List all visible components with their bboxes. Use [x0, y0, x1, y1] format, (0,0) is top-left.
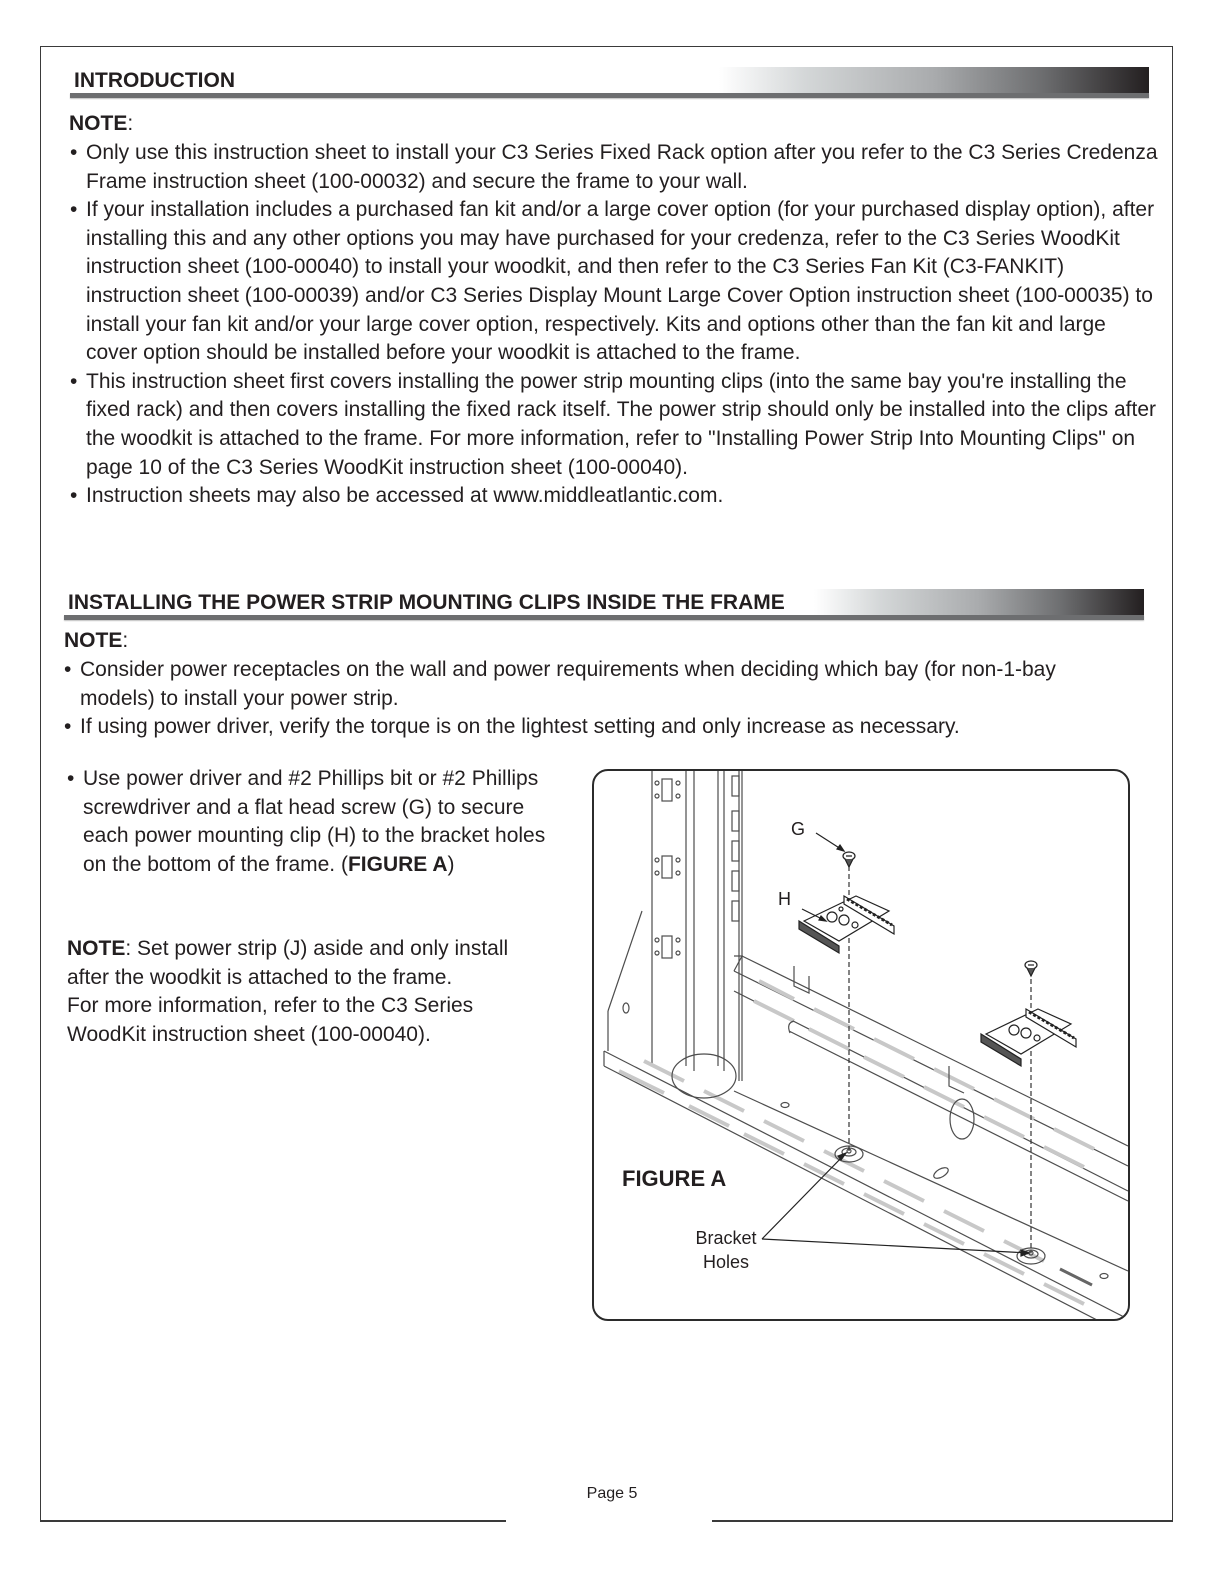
- header-underline: [64, 615, 1144, 620]
- list-item-text: If your installation includes a purchased fan kit and/or a large cover option (for your purchased display option), after installing this and any other options you may have purchased for your credenza, refer to the C3 Series WoodKit instruction sheet (100-00040) to install your woodkit, and then refer to the C3 Series Fan Kit (C3-FANKIT) instruction sheet (100-00039) and/or C3 Series Display Mount Large Cover Option instruction sheet (100-00035) to install your fan kit and/or your large cover option, respectively. Kits and options other than the fan kit and large cover option should be installed before your woodkit is attached to the frame.: [86, 198, 1155, 365]
- list-item-text: Instruction sheets may also be accessed at www.middleatlantic.com.: [86, 484, 724, 508]
- side-note-text: : Set power strip (J) aside and only install after the woodkit is attached to the frame.: [67, 937, 509, 989]
- page-number: Page 5: [586, 1485, 638, 1502]
- list-item: [64, 713, 1094, 742]
- figure-reference: FIGURE A: [347, 852, 448, 876]
- figure-a-illustration: [594, 771, 1128, 1319]
- mounting-clip-h-2: [981, 1009, 1076, 1066]
- clips-note-label: [64, 629, 128, 653]
- mounting-clip-h-1: [799, 896, 894, 953]
- intro-note-label: [69, 112, 133, 136]
- screw-g-2: [1025, 961, 1037, 976]
- bracket-holes-callout: [686, 1226, 766, 1274]
- section-header-installing-clips: [64, 589, 1144, 621]
- side-note-label: NOTE: [67, 937, 126, 960]
- section-title: INTRODUCTION: [74, 69, 235, 92]
- figure-title: FIGURE A: [622, 1166, 727, 1191]
- note-colon: :: [127, 112, 134, 135]
- section-header-introduction: [70, 67, 1149, 99]
- list-item: [70, 368, 1160, 482]
- section-title: INSTALLING THE POWER STRIP MOUNTING CLIPS INSIDE THE FRAME: [68, 591, 785, 614]
- intro-bullet-list: [70, 139, 1160, 511]
- callout-line-2: Holes: [702, 1252, 750, 1272]
- list-item: [64, 656, 1094, 713]
- label-g: G: [791, 819, 806, 839]
- note-label-text: NOTE: [69, 112, 128, 135]
- step-bullet-list: [67, 765, 572, 879]
- note-colon: :: [122, 629, 129, 652]
- list-item-text: Consider power receptacles on the wall and power requirements when deciding which bay (for non-1-bay models) to install your power strip.: [80, 658, 1056, 710]
- list-item-text: If using power driver, verify the torque is on the lightest setting and only increase as necessary.: [80, 715, 960, 739]
- list-item-text: This instruction sheet first covers installing the power strip mounting clips (into the same bay you're installing the fixed rack) and then covers installing the fixed rack itself. The power strip should only be installed into the clips after the woodkit is attached to the frame. For more information, refer to "Installing Power Strip Into Mounting Clips" on page 10 of the C3 Series WoodKit instruction sheet (100-00040).: [86, 369, 1156, 479]
- screw-g-1: [843, 852, 855, 867]
- label-h: H: [778, 889, 791, 909]
- list-item: [70, 139, 1160, 196]
- figure-a: [592, 769, 1130, 1321]
- footer-rule-right: [712, 1520, 1173, 1522]
- leader-g: [816, 833, 844, 851]
- header-gradient-bar: [814, 589, 1144, 615]
- header-gradient-bar: [719, 67, 1149, 93]
- clips-bullet-list: [64, 656, 1094, 742]
- side-note-more-info: For more information, refer to the C3 Series WoodKit instruction sheet (100-00040).: [67, 994, 474, 1046]
- frame-crossbar: [734, 956, 1128, 1201]
- list-item: [70, 482, 1160, 511]
- note-label-text: NOTE: [64, 629, 123, 652]
- callout-line-1: Bracket: [695, 1228, 757, 1248]
- step-text: Use power driver and #2 Phillips bit or #2 Phillips screwdriver and a flat head screw (G) to secure each power mounting clip (H) to the bracket holes on the bottom of the frame. (: [83, 767, 546, 876]
- list-item-text: Only use this instruction sheet to install your C3 Series Fixed Rack option after you refer to the C3 Series Credenza Frame instruction sheet (100-00032) and secure the frame to your wall.: [86, 141, 1158, 193]
- frame-post: [608, 771, 742, 1081]
- step-instruction: [67, 765, 572, 879]
- footer-rule-left: [40, 1520, 506, 1522]
- side-note: [67, 935, 547, 1049]
- list-item: [70, 196, 1160, 368]
- step-text-end: ): [447, 852, 455, 876]
- header-underline: [70, 93, 1149, 98]
